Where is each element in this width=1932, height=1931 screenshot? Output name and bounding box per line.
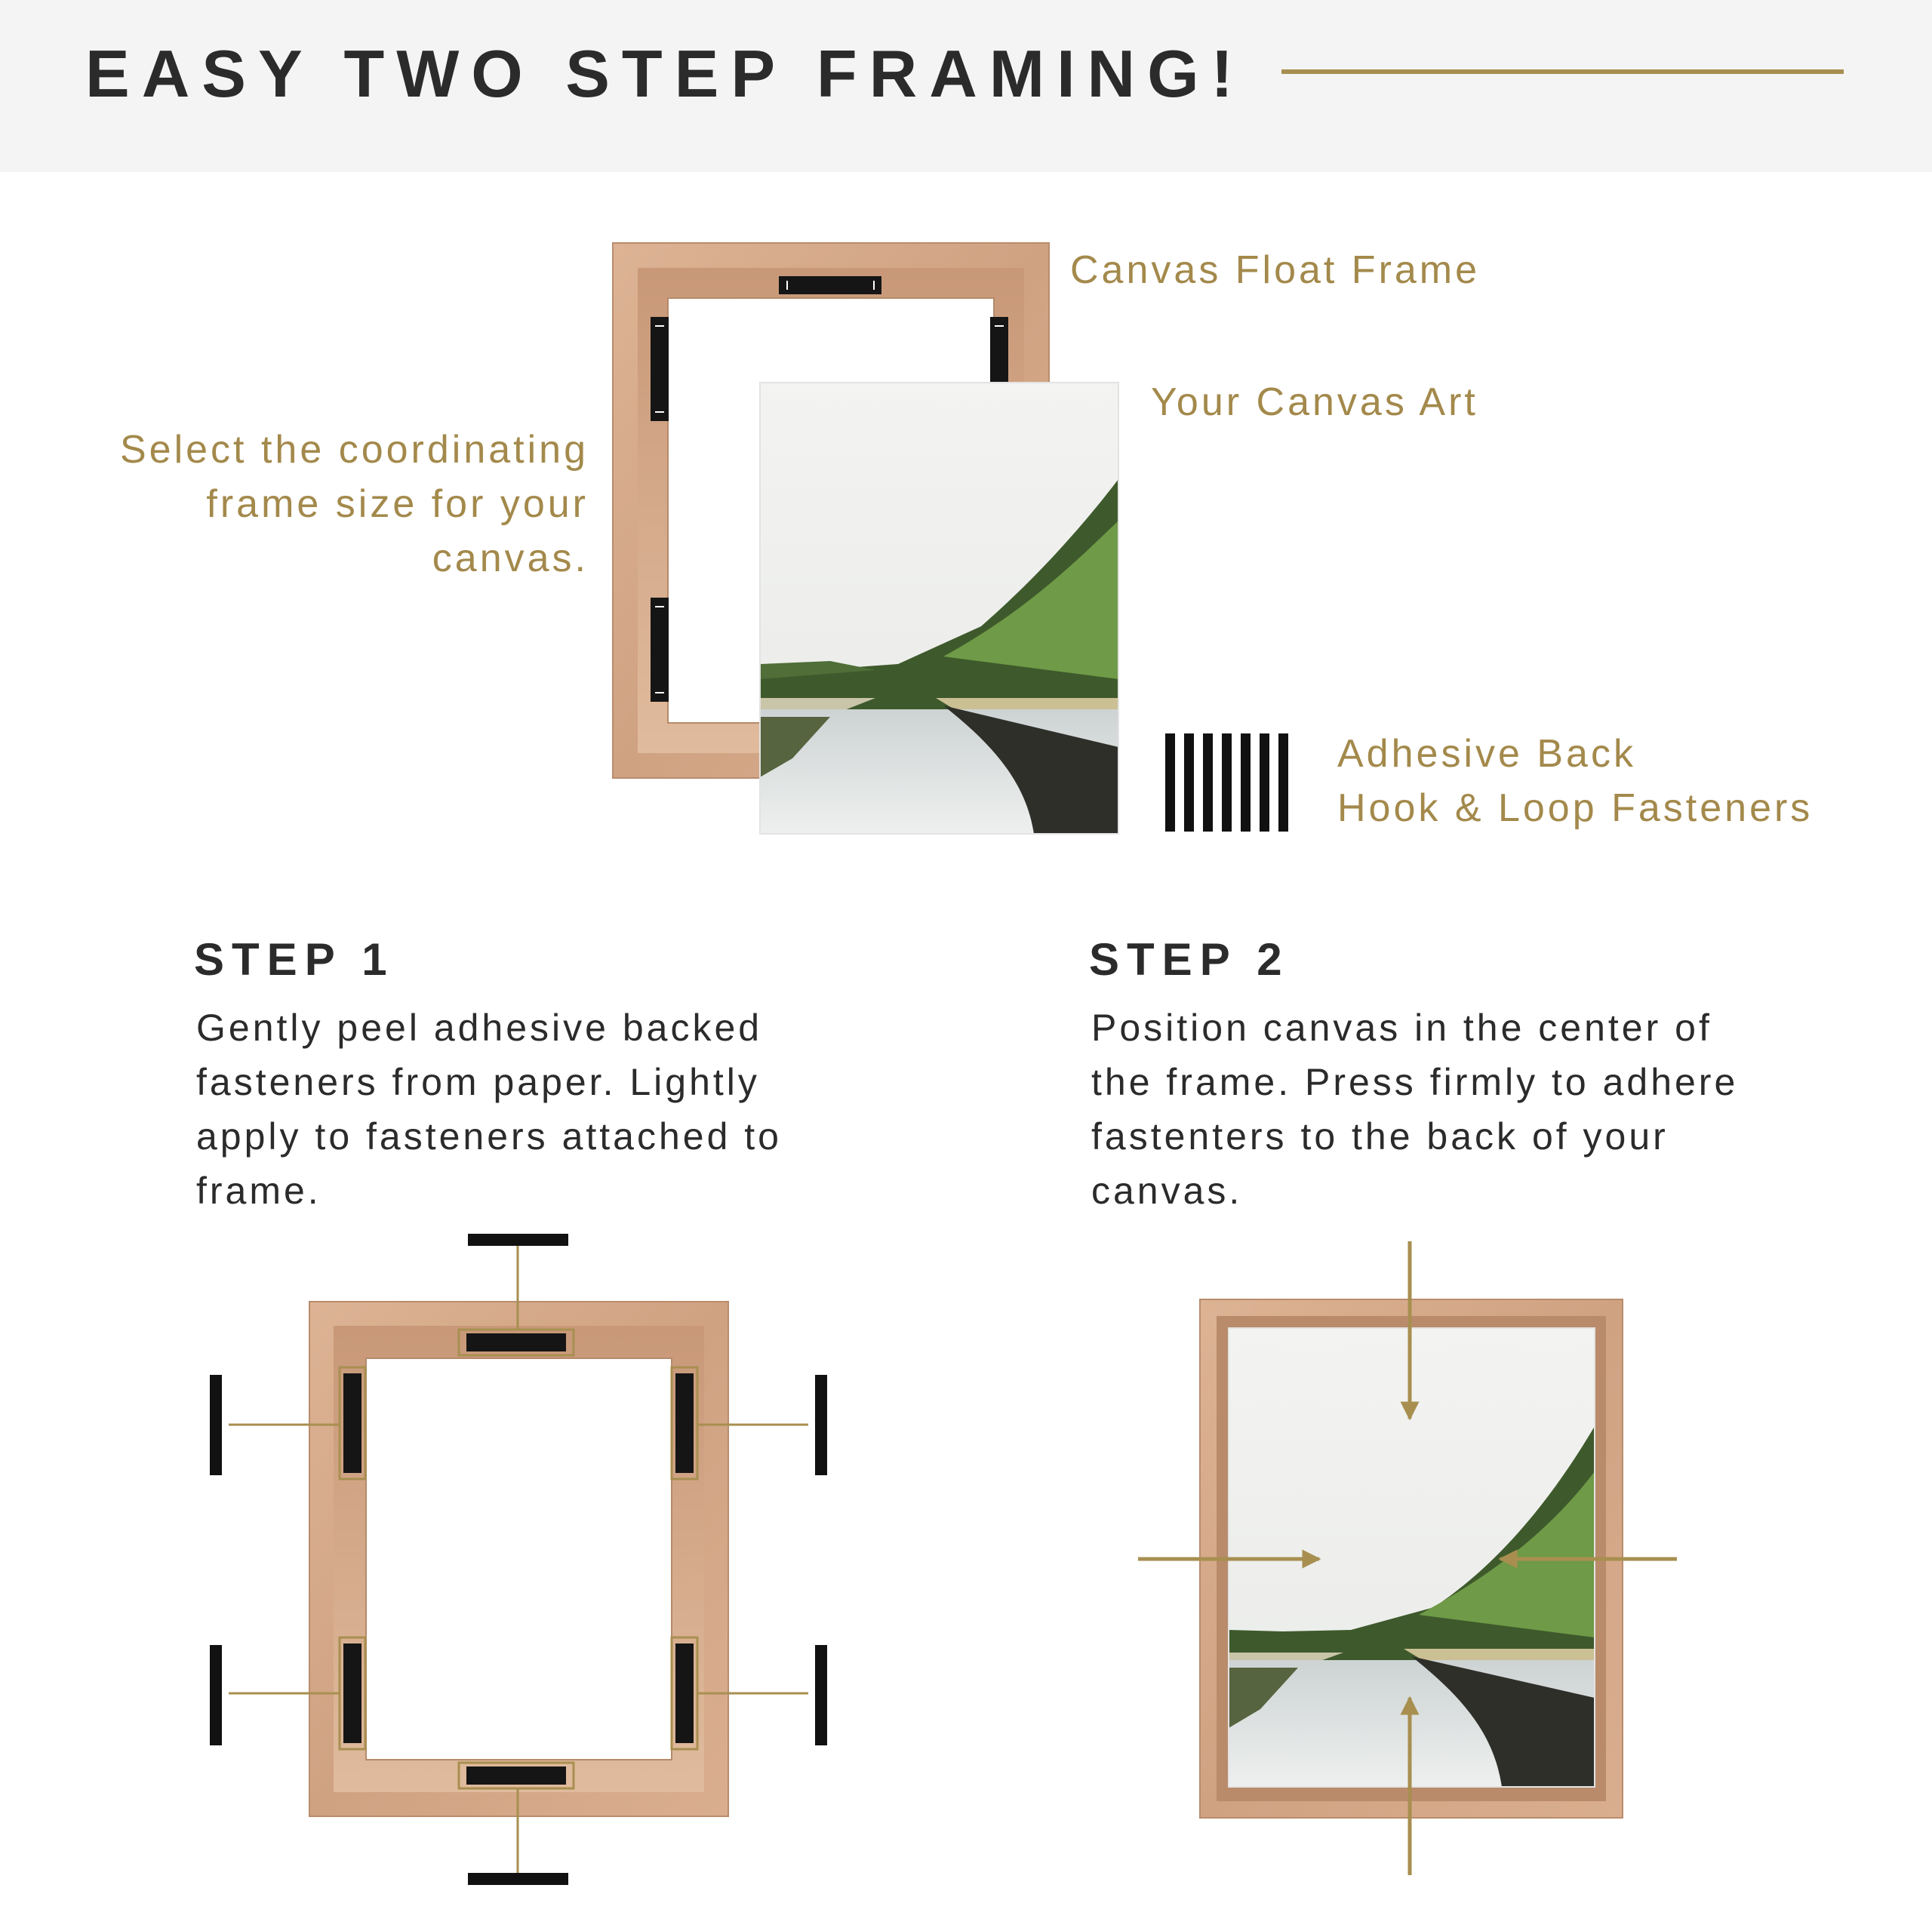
- step2-frame-diagram: [1138, 1241, 1677, 1875]
- page-title: EASY TWO STEP FRAMING!: [85, 36, 1245, 111]
- intro-line2: frame size for your: [206, 482, 589, 526]
- intro-line1: Select the coordinating: [119, 428, 589, 472]
- intro-line3: canvas.: [432, 537, 589, 580]
- step2-text: Position canvas in the center of the frame. Press firmly to adhere fastenters to the back of your canvas.: [1091, 1007, 1739, 1212]
- intro-text: [120, 423, 589, 586]
- fasteners-label-line1: Adhesive Back: [1337, 732, 1636, 776]
- step1-frame-diagram: [210, 1234, 827, 1885]
- fastener-strips-icon: [1165, 733, 1288, 832]
- step1-text: Gently peel adhesive backed fasteners from paper. Lightly apply to fasteners attached to frame.: [196, 1007, 782, 1212]
- canvas-art-label: Your Canvas Art: [1151, 380, 1478, 424]
- frame-label: Canvas Float Frame: [1070, 248, 1481, 292]
- step1-heading: STEP 1: [194, 934, 395, 985]
- fasteners-label-line2: Hook & Loop Fasteners: [1337, 786, 1814, 830]
- step2-heading: STEP 2: [1089, 934, 1290, 985]
- canvas-art-image: [760, 383, 1118, 834]
